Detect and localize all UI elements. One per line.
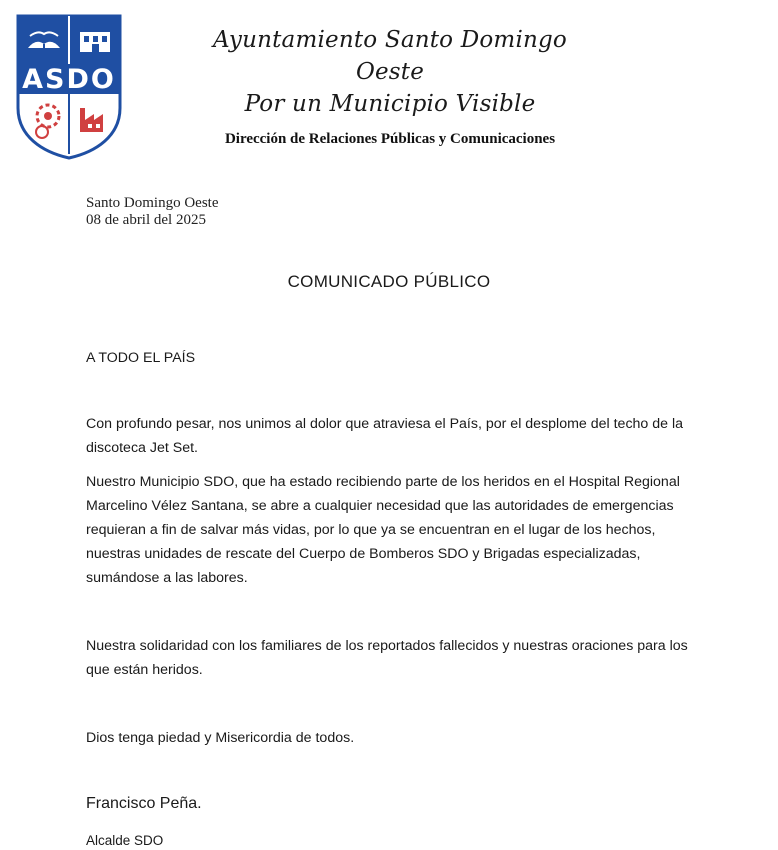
asdo-shield-logo — [14, 12, 124, 160]
paragraph-4: Dios tenga piedad y Misericordia de todos. — [86, 730, 355, 746]
salutation: A TODO EL PAÍS — [86, 350, 196, 366]
shield-logo-icon — [14, 12, 124, 160]
page-title: COMUNICADO PÚBLICO — [287, 272, 491, 291]
letterhead — [180, 24, 600, 150]
signatory-title: Alcalde SDO — [86, 833, 164, 848]
paragraph-3: Nuestra solidaridad con los familiares de los reportados fallecidos y nuestras oraciones para los que están heridos. — [86, 638, 688, 678]
building-icon — [80, 32, 110, 52]
paragraph-2: Nuestro Municipio SDO, que ha estado recibiendo parte de los heridos en el Hospital Regional Marcelino Vélez Santana, se abre a cualquier necesidad que las autoridades de emergencias requieran a fin de salvar más vidas, por lo que ya se encuentran en el lugar de los hechos, nuestras unidades de rescate del Cuerpo de Bomberos SDO y Brigadas especializadas, sumándose a las labores. — [86, 474, 680, 586]
signatory-name: Francisco Peña. — [86, 795, 202, 812]
date: 08 de abril del 2025 — [86, 212, 206, 228]
institution-name: Ayuntamiento Santo Domingo Oeste — [213, 27, 567, 85]
department-name: Dirección de Relaciones Públicas y Comunicaciones — [224, 131, 556, 147]
place: Santo Domingo Oeste — [86, 195, 219, 211]
slogan: Por un Municipio Visible — [244, 91, 536, 117]
paragraph-1: Con profundo pesar, nos unimos al dolor que atraviesa el País, por el desplome del techo de la discoteca Jet Set. — [86, 416, 684, 456]
svg-text:ASDO: ASDO — [22, 64, 116, 95]
